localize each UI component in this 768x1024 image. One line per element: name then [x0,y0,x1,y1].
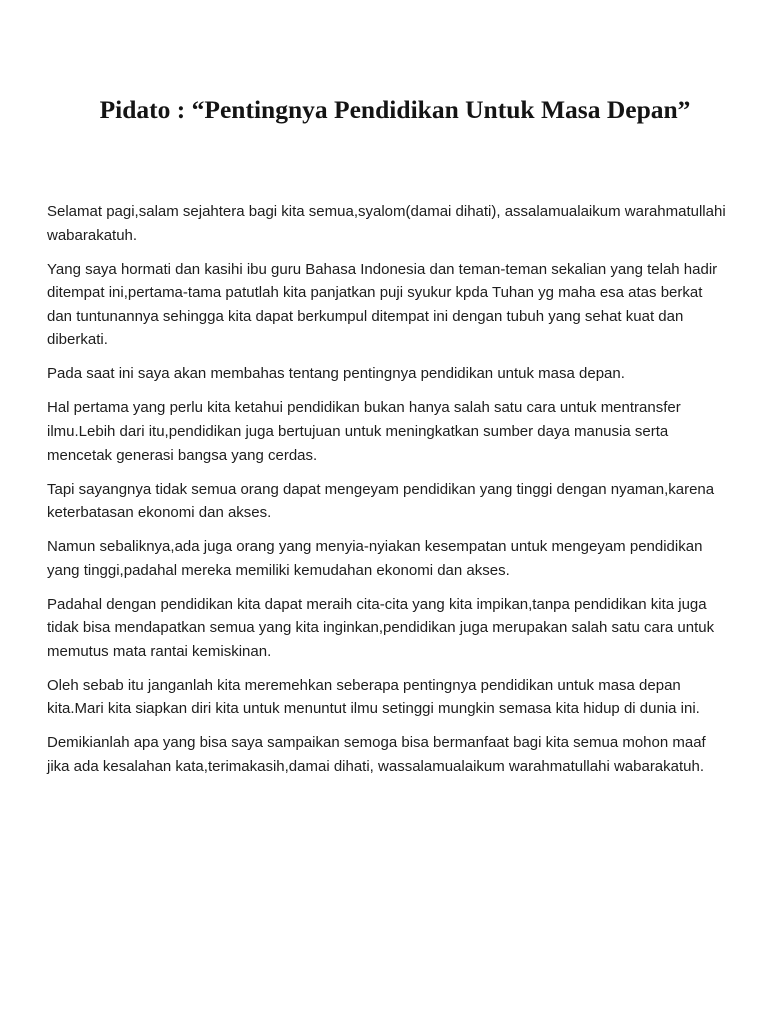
paragraph-salutation: Yang saya hormati dan kasihi ibu guru Bahasa Indonesia dan teman-teman sekalian yang telah hadir ditempat ini,pertama-tama patutlah kita panjatkan puji syukur kpda Tuhan yg maha esa atas berkat dan tuntunannya sehingga kita dapat berkumpul ditempat ini dengan tubuh yang sehat kuat dan diberkati. [47,260,718,349]
speech-body [47,200,727,789]
paragraph-closing: Demikianlah apa yang bisa saya sampaikan semoga bisa bermanfaat bagi kita semua mohon maaf jika ada kesalahan kata,terimakasih,damai dihati, wassalamualaikum warahmatullahi wabarakatuh. [47,734,706,775]
paragraph-greeting: Selamat pagi,salam sejahtera bagi kita semua,syalom(damai dihati), assalamualaikum warahmatullahi wabarakatuh. [47,203,726,244]
paragraph-contrast: Namun sebaliknya,ada juga orang yang menyia-nyiakan kesempatan untuk mengeyam pendidikan yang tinggi,padahal mereka memiliki kemudahan ekonomi dan akses. [47,538,703,579]
paragraph-purpose: Hal pertama yang perlu kita ketahui pendidikan bukan hanya salah satu cara untuk mentransfer ilmu.Lebih dari itu,pendidikan juga bertujuan untuk meningkatkan sumber daya manusia serta mencetak generasi bangsa yang cerdas. [47,399,681,464]
paragraph-benefits: Padahal dengan pendidikan kita dapat meraih cita-cita yang kita impikan,tanpa pendidikan kita juga tidak bisa mendapatkan semua yang kita inginkan,pendidikan juga merupakan salah satu cara untuk memutus mata rantai kemiskinan. [47,595,715,660]
document-title [0,92,768,128]
paragraph-call-to-action: Oleh sebab itu janganlah kita meremehkan seberapa pentingnya pendidikan untuk masa depan kita.Mari kita siapkan diri kita untuk menuntut ilmu setinggi mungkin semasa kita hidup di dunia ini. [47,676,700,718]
title-label: Pidato [99,95,171,124]
paragraph-limitations: Tapi sayangnya tidak semua orang dapat mengeyam pendidikan yang tinggi dengan nyaman,karena keterbatasan ekonomi dan akses. [47,480,715,522]
title-text: : “Pentingnya Pendidikan Untuk Masa Depan” [170,95,691,124]
paragraph-topic: Pada saat ini saya akan membahas tentang pentingnya pendidikan untuk masa depan. [47,365,625,383]
